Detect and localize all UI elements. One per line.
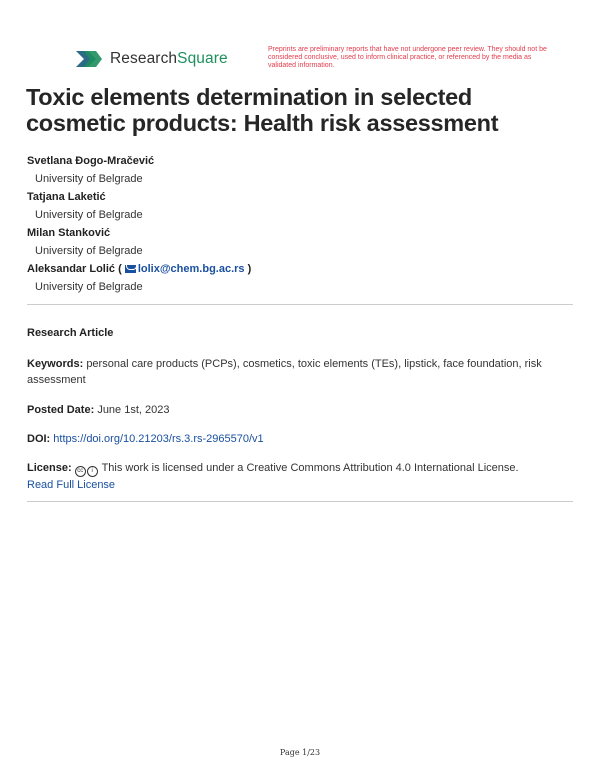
posted-date-value: June 1st, 2023 [97,404,170,416]
read-full-license-link[interactable]: Read Full License [27,479,116,491]
license-text: This work is licensed under a Creative Commons Attribution 4.0 International License. [101,462,519,474]
author-email-link[interactable]: lolix@chem.bg.ac.rs [137,263,245,275]
author-affiliation: University of Belgrade [35,281,143,293]
keywords-label: Keywords: [27,358,84,370]
author-name: Aleksandar Lolić [27,263,116,275]
divider [27,501,573,502]
keywords-value: personal care products (PCPs), cosmetics, toxic elements (TEs), lipstick, face foundation, risk assessment [27,358,542,386]
author-name-with-email: Aleksandar Lolić ( lolix@chem.bg.ac.rs ) [27,263,252,275]
page-number: Page 1/23 [279,748,321,757]
author-affiliation: University of Belgrade [35,173,143,185]
article-type [27,325,573,341]
envelope-icon [125,265,136,273]
attribution-icon: i [87,466,98,477]
logo-word-square: Square [177,50,228,67]
doi-label: DOI: [27,433,51,445]
keywords [27,356,573,388]
divider [27,304,573,305]
research-square-logo[interactable] [74,47,228,71]
doi [27,431,573,447]
posted-date-label: Posted Date: [27,404,95,416]
author-entry [27,260,251,296]
doi-link[interactable]: https://doi.org/10.21203/rs.3.rs-2965570/v1 [53,433,264,445]
author-name: Milan Stanković [27,227,111,239]
license [27,460,573,493]
preprint-notice: Preprints are preliminary reports that have not undergone peer review. They should not be considered conclusive, used to inform clinical practice, or referenced by the media as validated information. [268,46,547,69]
author-affiliation: University of Belgrade [35,245,143,257]
article-type-label: Research Article [27,327,114,339]
author-entry [27,224,251,260]
author-entry [27,152,251,188]
research-square-logo-icon [74,47,104,71]
author-entry [27,188,251,224]
license-label: License: [27,462,72,474]
logo-word-research: Research [110,50,178,67]
author-name: Svetlana Đogo-Mračević [27,155,155,167]
author-affiliation: University of Belgrade [35,209,143,221]
author-list [27,152,251,296]
creative-commons-icon: cc [75,466,86,477]
posted-date [27,402,573,418]
logo-text [110,50,228,68]
paper-title: Toxic elements determination in selected cosmetic products: Health risk assessment [26,84,499,136]
author-name: Tatjana Laketić [27,191,106,203]
